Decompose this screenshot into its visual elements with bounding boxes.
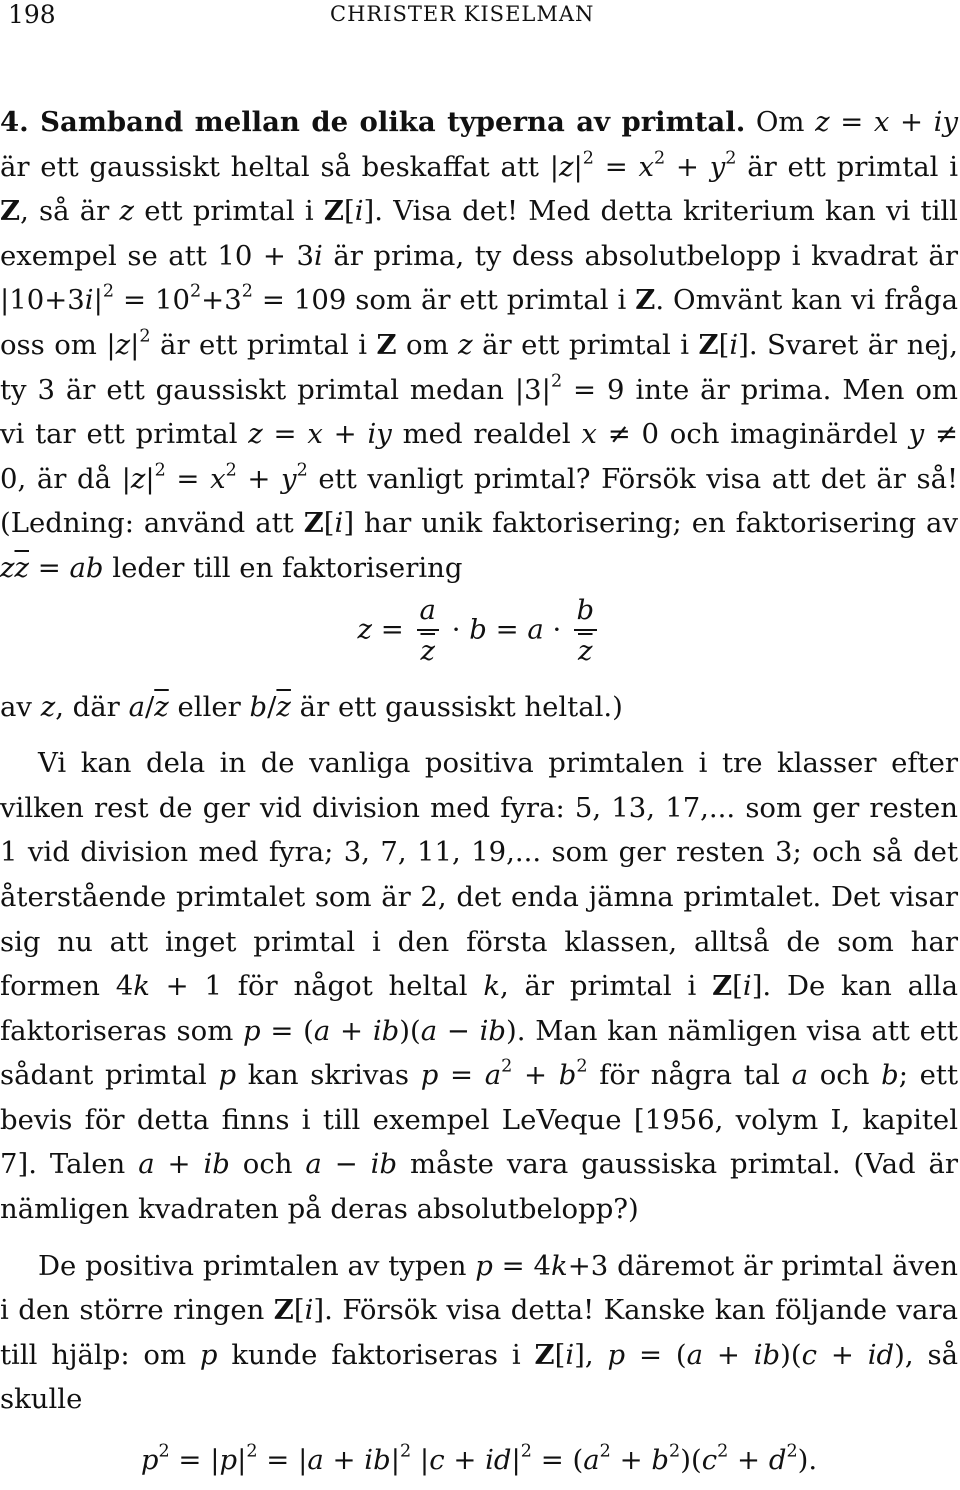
running-head: CHRISTER KISELMAN <box>330 2 595 26</box>
paragraph-1-end: av z, där $a/\overline{z}$ eller $b/\overline{z}$ är ett gaussiskt heltal.) <box>0 690 623 723</box>
page-header <box>0 0 960 40</box>
section-heading: 4. Samband mellan de olika typerna av primtal. <box>0 106 746 138</box>
paragraph-3: De positiva primtalen av typen p = 4k+3 däremot är primtal även i den större ringen Z[i]. Försök visa detta! Kanske kan följande vara till hjälp: om p kunde faktoriseras i Z[i], p = (a + ib)(c + id), så skulle <box>0 1249 958 1416</box>
paragraph-2: Vi kan dela in de vanliga positiva primtalen i tre klasser efter vilken rest de ger vid division med fyra: 5, 13, 17,... som ger resten 1 vid division med fyra; 3, 7, 11, 19,... som ger resten 3; och så det återstående primtalet som är 2, det enda jämna primtalet. Det visar sig nu att inget primtal i den första klassen, alltså de som har formen 4k + 1 för något heltal k, är primtal i Z[i]. De kan alla faktoriseras som p = (a + ib)(a − ib). Man kan nämligen visa att ett sådant primtal p kan skrivas $p = a^2 + b^2$ för några tal a och b; ett bevis för detta finns i till exempel LeVeque [1956, volym I, kapitel 7]. Talen a + ib och a − ib måste vara gaussiska primtal. (Vad är nämligen kvadraten på deras absolutbelopp?) <box>0 747 959 1226</box>
paragraph-1: 4. Samband mellan de olika typerna av primtal. Om z = x + iy är ett gaussiskt heltal så beskaffat att $|z|^2 = x^2 + y^2$ är ett primtal i Z, så är z ett primtal i Z[i]. Visa det! Med detta kriterium kan vi till exempel se att 10 + 3i är prima, ty dess absolutbelopp i kvadrat är $|10+3i|^2 = 10^2+3^2 = 109$ som är ett primtal i Z. Omvänt kan vi fråga oss om $|z|^2$ är ett primtal i Z om z är ett primtal i Z[i]. Svaret är nej, ty 3 är ett gaussiskt primtal medan $|3|^2 = 9$ inte är prima. Men om vi tar ett primtal z = x + iy med realdel x ≠ 0 och imaginärdel y ≠ 0, är då $|z|^2 = x^2 + y^2$ ett vanligt primtal? Försök visa att det är så! (Ledning: använd att Z[i] har unik faktorisering; en faktorisering av $z\overline{z}$ = ab leder till en faktorisering <box>0 106 959 584</box>
body-text <box>0 100 958 1490</box>
equation-norm: $p^2 = |p|^2 = |a + ib|^2$ $|c + id|^2 = (a^2 + b^2)(c^2 + d^2)$. <box>140 1441 818 1477</box>
page-number: 198 <box>8 0 56 29</box>
equation-factorization: z = $\frac{a}{z}$ · b = a · $\frac{b}{z}$ <box>0 591 958 685</box>
